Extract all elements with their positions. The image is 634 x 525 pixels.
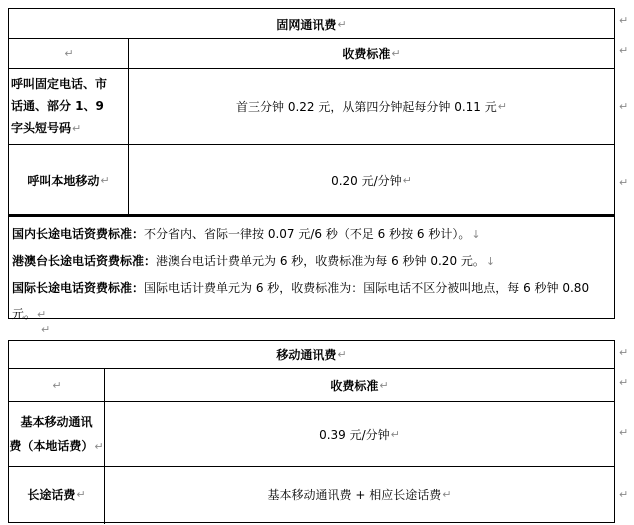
note-hk-macau-taiwan (12, 248, 610, 275)
fixed-network-title: 固网通讯费 (276, 17, 337, 32)
mobile-header-right (105, 369, 614, 401)
mobile-title-cell (9, 341, 614, 368)
paragraph-mark: ↵ (619, 346, 629, 359)
paragraph-mark: ↵ (379, 378, 389, 392)
fixed-row-label-landline (9, 69, 128, 144)
mobile-row-value-basic (105, 402, 614, 466)
column-divider (128, 39, 129, 217)
paragraph-mark: ↵ (497, 100, 507, 113)
mobile-fee-table (8, 340, 615, 523)
line-break-mark: ↓ (471, 228, 481, 241)
paragraph-mark: ↵ (619, 14, 629, 27)
fee-standard-header: 收费标准 (342, 47, 391, 61)
fee-value: 基本移动通讯费 + 相应长途话费 (267, 488, 442, 502)
fixed-network-title-cell (9, 9, 614, 39)
label-line: 基本移动通讯 (20, 414, 93, 429)
label-line: 呼叫本地移动 (27, 173, 100, 188)
column-divider (104, 368, 105, 524)
note-text: 港澳台电话计费单元为 6 秒，收费标准为每 6 秒钟 0.20 元。 (156, 254, 485, 268)
note-text: 国际电话计费单元为 6 秒，收费标准为：国际电话不区分被叫地点，每 6 秒钟 0.80 元。 (12, 281, 590, 321)
fixed-network-header-left (9, 39, 128, 68)
paragraph-mark: ↵ (619, 176, 629, 189)
label-line: 字头短号码 (11, 121, 72, 135)
fee-value: 首三分钟 0.22 元，从第四分钟起每分钟 0.11 元 (236, 100, 497, 114)
paragraph-mark: ↵ (100, 173, 110, 187)
paragraph-mark: ↵ (76, 488, 86, 501)
mobile-row-label-long-distance (9, 467, 104, 522)
paragraph-mark: ↵ (390, 427, 400, 441)
note-domestic (12, 221, 610, 248)
paragraph-mark: ↵ (52, 378, 62, 392)
fixed-row-label-mobile (9, 145, 128, 215)
note-label: 国内长途电话资费标准： (12, 227, 145, 241)
fee-value: 0.39 元/分钟 (319, 427, 390, 442)
paragraph-mark: ↵ (619, 100, 629, 113)
fixed-network-header-right (129, 39, 614, 68)
line-break-mark: ↓ (485, 255, 496, 268)
paragraph-mark: ↵ (619, 488, 629, 501)
mobile-row-label-basic (9, 402, 104, 466)
mobile-title: 移动通讯费 (276, 348, 337, 362)
paragraph-mark: ↵ (72, 122, 82, 135)
paragraph-mark: ↵ (37, 308, 47, 321)
paragraph-mark: ↵ (337, 17, 347, 31)
note-text: 不分省内、省际一律按 0.07 元/6 秒（不足 6 秒按 6 秒计）。 (144, 227, 471, 241)
fixed-row-value-landline (129, 69, 614, 144)
paragraph-mark: ↵ (619, 426, 629, 439)
paragraph-mark: ↵ (619, 376, 629, 389)
note-label: 国际长途电话资费标准： (12, 281, 145, 295)
paragraph-mark: ↵ (64, 47, 74, 60)
label-line: 话通、部分 1、9 (11, 99, 104, 113)
fee-value: 0.20 元/分钟 (331, 173, 402, 188)
paragraph-mark: ↵ (41, 323, 51, 336)
paragraph-mark: ↵ (94, 439, 104, 453)
fee-standard-header: 收费标准 (330, 378, 379, 393)
paragraph-mark: ↵ (337, 348, 347, 361)
fixed-network-fee-table (8, 8, 615, 215)
label-line: 费（本地话费） (9, 438, 94, 453)
note-international (12, 275, 610, 328)
note-label: 港澳台长途电话资费标准： (12, 254, 157, 268)
paragraph-mark: ↵ (619, 44, 629, 57)
label-line: 长途话费 (27, 488, 76, 502)
fixed-row-value-mobile (129, 145, 614, 215)
mobile-row-value-long-distance (105, 467, 614, 522)
mobile-header-left (9, 369, 104, 401)
label-line: 呼叫固定电话、市 (11, 77, 108, 91)
paragraph-mark: ↵ (402, 173, 412, 187)
paragraph-mark: ↵ (442, 488, 452, 501)
paragraph-mark: ↵ (391, 47, 401, 60)
long-distance-notes (8, 215, 615, 319)
